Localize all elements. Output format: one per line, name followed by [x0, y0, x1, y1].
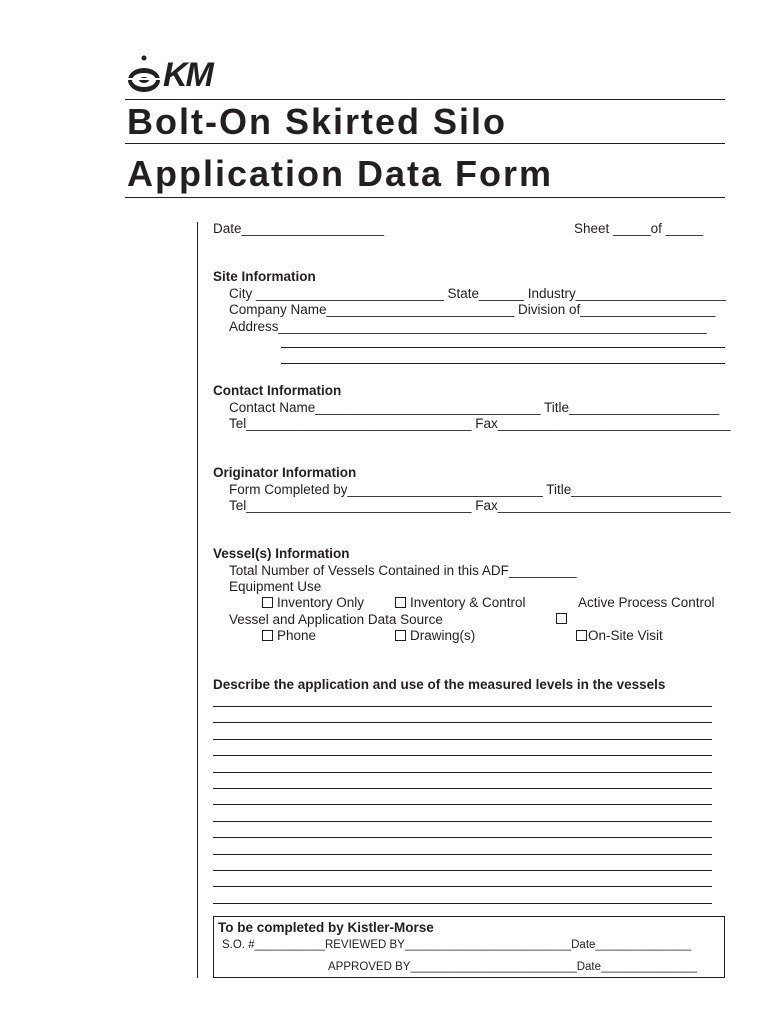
approved-date-fields[interactable]: APPROVED BY__________________________Date_______________ — [328, 961, 697, 973]
describe-line[interactable] — [213, 722, 712, 723]
inventory-only-option[interactable] — [262, 595, 364, 611]
margin-rule — [197, 222, 198, 978]
title-line-1: Bolt-On Skirted Silo — [127, 101, 508, 142]
describe-line[interactable] — [213, 870, 712, 871]
phone-checkbox[interactable] — [262, 630, 273, 641]
kistler-morse-box — [213, 916, 725, 978]
describe-line[interactable] — [213, 886, 712, 887]
company-division-fields[interactable]: Company Name_________________________ Division of__________________ — [229, 302, 716, 317]
form-completed-by-title-fields[interactable]: Form Completed by__________________________ Title____________________ — [229, 482, 722, 497]
contact-info-heading: Contact Information — [213, 383, 342, 398]
km-box-heading: To be completed by Kistler-Morse — [218, 920, 434, 935]
total-vessels-field[interactable]: Total Number of Vessels Contained in this ADF_________ — [229, 563, 577, 578]
km-logo — [125, 54, 235, 98]
describe-heading: Describe the application and use of the measured levels in the vessels — [213, 677, 666, 692]
describe-line[interactable] — [213, 706, 712, 707]
describe-line[interactable] — [213, 837, 712, 838]
date-field[interactable]: Date___________________ — [213, 221, 385, 236]
onsite-visit-label: On-Site Visit — [588, 628, 663, 643]
phone-option[interactable] — [262, 628, 316, 644]
title-rule-bottom — [125, 197, 725, 198]
globe-icon — [125, 54, 163, 98]
originator-info-heading: Originator Information — [213, 465, 357, 480]
title-rule-middle — [125, 143, 725, 144]
inventory-only-checkbox[interactable] — [262, 597, 273, 608]
site-info-heading: Site Information — [213, 269, 316, 284]
address-field[interactable]: Address_________________________________________________________ — [229, 319, 707, 334]
describe-line[interactable] — [213, 755, 712, 756]
onsite-visit-checkbox[interactable] — [576, 630, 587, 641]
sheet-field[interactable]: Sheet _____of _____ — [574, 221, 704, 236]
originator-tel-fax-fields[interactable]: Tel______________________________ Fax_______________________________ — [229, 498, 731, 513]
address-line-3[interactable] — [281, 363, 725, 364]
data-source-label: Vessel and Application Data Source — [229, 612, 443, 627]
vessels-info-heading: Vessel(s) Information — [213, 546, 350, 561]
drawings-checkbox[interactable] — [395, 630, 406, 641]
equipment-use-label: Equipment Use — [229, 579, 322, 594]
inventory-only-label: Inventory Only — [277, 595, 365, 610]
inventory-control-checkbox[interactable] — [395, 597, 406, 608]
active-process-control-checkbox[interactable] — [556, 613, 567, 624]
describe-line[interactable] — [213, 821, 712, 822]
inventory-control-option[interactable] — [395, 595, 526, 611]
active-process-control-label: Active Process Control — [578, 595, 715, 610]
contact-name-title-fields[interactable]: Contact Name______________________________ Title____________________ — [229, 400, 720, 415]
city-state-industry-fields[interactable]: City _________________________ State______ Industry____________________ — [229, 286, 726, 301]
phone-label: Phone — [277, 628, 317, 643]
describe-line[interactable] — [213, 804, 712, 805]
title-line-2: Application Data Form — [127, 153, 554, 194]
describe-line[interactable] — [213, 854, 712, 855]
drawings-option[interactable] — [395, 628, 475, 644]
address-line-2[interactable] — [281, 347, 725, 348]
inventory-control-label: Inventory & Control — [410, 595, 526, 610]
onsite-visit-option[interactable] — [576, 628, 663, 644]
describe-line[interactable] — [213, 788, 712, 789]
describe-line[interactable] — [213, 739, 712, 740]
contact-tel-fax-fields[interactable]: Tel______________________________ Fax_______________________________ — [229, 416, 731, 431]
describe-line[interactable] — [213, 772, 712, 773]
drawings-label: Drawing(s) — [410, 628, 476, 643]
title-rule-top — [125, 99, 725, 100]
so-reviewed-date-fields[interactable]: S.O. #___________REVIEWED BY__________________________Date_______________ — [222, 939, 692, 951]
describe-line[interactable] — [213, 903, 712, 904]
logo-text: KM — [163, 56, 212, 94]
